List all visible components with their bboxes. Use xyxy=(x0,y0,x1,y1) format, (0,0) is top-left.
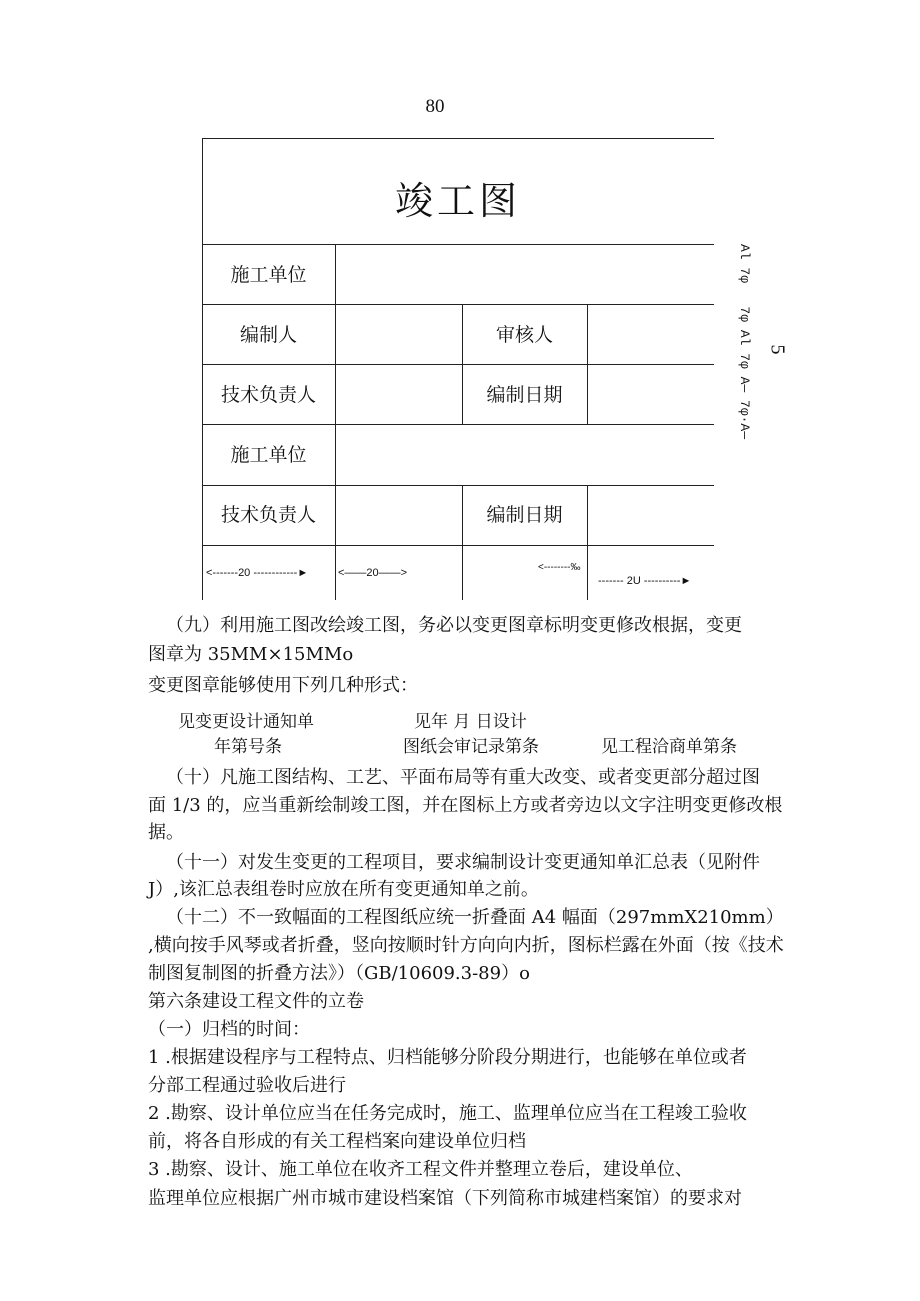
item-3-line-1: 3 .勘察、设计、施工单位在收齐工程文件并整理立卷后，建设单位、 xyxy=(148,1159,693,1180)
item-1-line-2: 分部工程通过验收后进行 xyxy=(148,1075,346,1096)
construction-unit-label-2: 施工单位 xyxy=(230,444,307,466)
stamp-form-1-line-2: 年第号条 xyxy=(214,737,282,757)
stamp-form-2-line-2: 图纸会审记录第条 xyxy=(403,737,539,757)
paragraph-10-line-3: 据。 xyxy=(148,822,184,843)
construction-unit-label: 施工单位 xyxy=(230,264,307,286)
stamp-title: 竣工图 xyxy=(394,179,521,223)
as-built-stamp-table xyxy=(202,138,714,600)
reviewer-label: 审核人 xyxy=(495,324,553,346)
stamp-forms-intro: 变更图章能够使用下列几种形式： xyxy=(148,675,418,696)
paragraph-9-line-1: （九）利用施工图改绘竣工图，务必以变更图章标明变更修改根据，变更 xyxy=(166,615,742,636)
compile-date-label: 编制日期 xyxy=(486,384,563,406)
compile-date-label-2: 编制日期 xyxy=(486,504,563,526)
paragraph-12-line-1: （十二）不一致幅面的工程图纸应统一折叠面 A4 幅面（297mmX210mm） xyxy=(166,907,784,928)
stamp-form-2: 见年 月 日设计 xyxy=(414,712,527,732)
paragraph-11-line-2: J）,该汇总表组卷时应放在所有变更通知单之前。 xyxy=(148,879,539,900)
compiler-label: 编制人 xyxy=(239,324,297,346)
dimension-mark: ------- 2U ----------► xyxy=(598,575,692,587)
stamp-form-1: 见变更设计通知单 xyxy=(178,712,314,732)
item-2-line-2: 前，将各自形成的有关工程档案向建设单位归档 xyxy=(148,1131,526,1152)
item-3-line-2: 监理单位应根据广州市城市建设档案馆（下列简称市城建档案馆）的要求对 xyxy=(148,1188,742,1209)
side-dimension-text: Al 7φ 7φ Al 7φ A— 7φ·A— xyxy=(737,244,752,440)
page-number: 80 xyxy=(425,96,445,117)
paragraph-9-line-2: 图章为 35MM×15MMo xyxy=(148,644,354,665)
paragraph-11-line-1: （十一）对发生变更的工程项目，要求编制设计变更通知单汇总表（见附件 xyxy=(166,852,760,873)
article-6-heading: 第六条建设工程文件的立卷 xyxy=(148,991,364,1012)
dimension-mark: <——20——> xyxy=(338,567,408,579)
section-1-heading: （一）归档的时间： xyxy=(148,1019,310,1040)
side-dimension-number: 5 xyxy=(766,344,789,355)
paragraph-12-line-2: ,横向按手风琴或者折叠，竖向按顺时针方向向内折，图标栏露在外面（按《技术 xyxy=(148,935,784,956)
tech-lead-label: 技术负责人 xyxy=(220,384,316,406)
dimension-mark: <--------‰ xyxy=(538,562,581,573)
item-2-line-1: 2 .勘察、设计单位应当在任务完成时，施工、监理单位应当在工程竣工验收 xyxy=(148,1103,747,1124)
tech-lead-label-2: 技术负责人 xyxy=(220,504,316,526)
item-1-line-1: 1 .根据建设程序与工程特点、归档能够分阶段分期进行，也能够在单位或者 xyxy=(148,1047,747,1068)
paragraph-10-line-2: 面 1/3 的，应当重新绘制竣工图，并在图标上方或者旁边以文字注明变更修改根 xyxy=(148,795,783,816)
paragraph-12-line-3: 制图复制图的折叠方法》）（GB/10609.3-89）o xyxy=(148,963,530,984)
dimension-mark: <-------20 ------------► xyxy=(206,567,309,579)
paragraph-10-line-1: （十）凡施工图结构、工艺、平面布局等有重大改变、或者变更部分超过图 xyxy=(166,767,760,788)
stamp-form-3: 见工程洽商单第条 xyxy=(601,737,737,757)
